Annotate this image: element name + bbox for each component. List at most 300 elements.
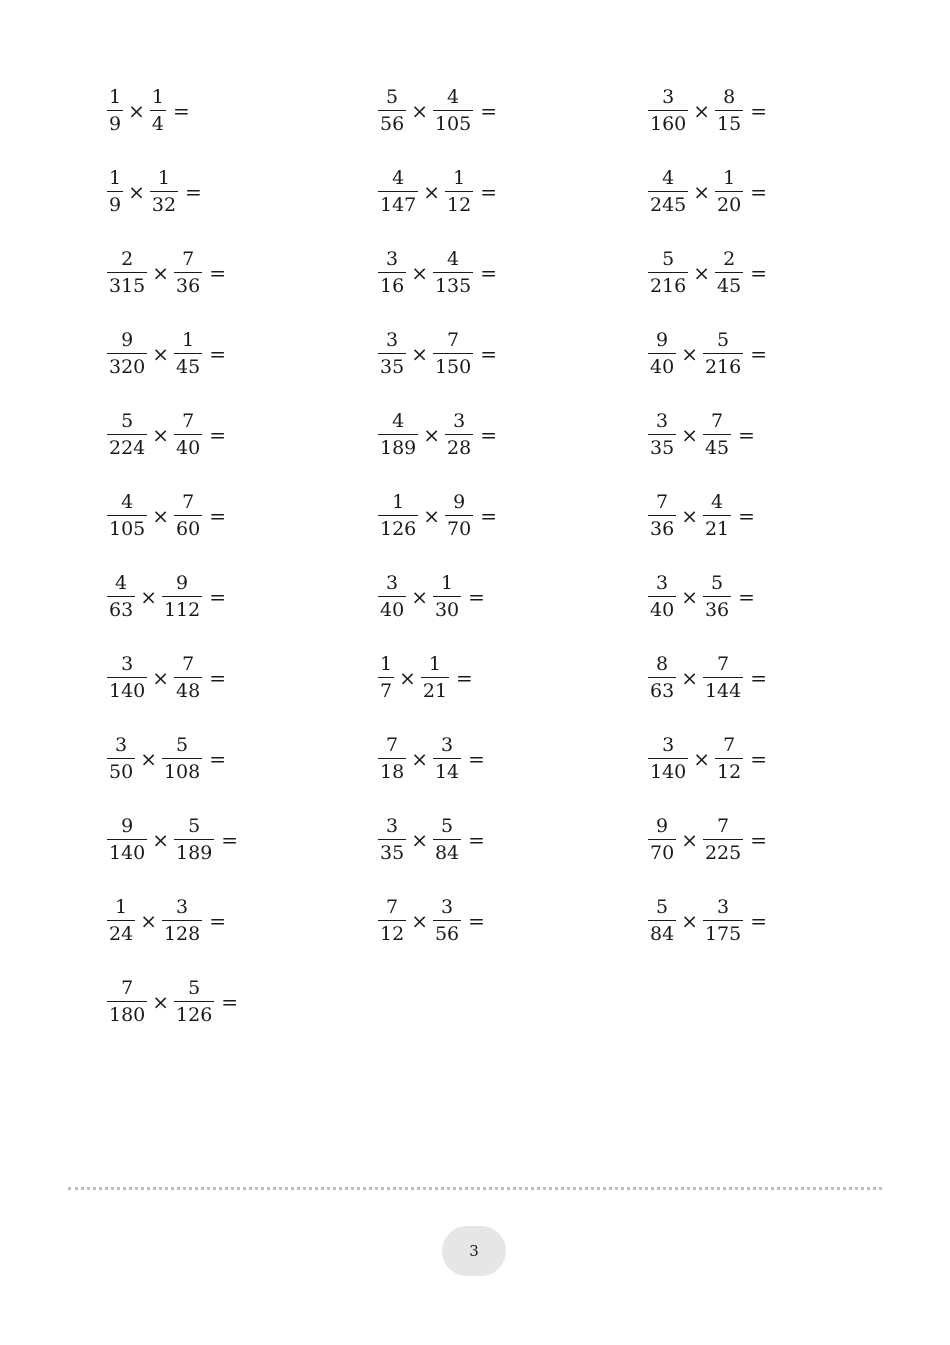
denominator: 63 — [650, 680, 675, 702]
multiplication-problem — [107, 567, 226, 627]
denominator: 84 — [434, 842, 460, 864]
multiplication-problem — [648, 81, 767, 141]
multiply-sign: × — [140, 909, 157, 933]
numerator: 1 — [441, 572, 454, 594]
numerator: 1 — [109, 167, 122, 189]
fraction — [715, 88, 743, 134]
denominator: 24 — [109, 923, 134, 945]
numerator: 3 — [121, 653, 134, 675]
denominator: 225 — [704, 842, 742, 864]
denominator: 30 — [434, 599, 460, 621]
fraction — [378, 88, 406, 134]
fraction — [162, 898, 202, 944]
fraction — [433, 817, 461, 863]
numerator: 1 — [115, 896, 128, 918]
numerator: 1 — [182, 329, 195, 351]
numerator: 7 — [182, 410, 195, 432]
numerator: 5 — [386, 86, 399, 108]
equals-sign: = — [209, 504, 226, 528]
equals-sign: = — [185, 180, 202, 204]
fraction — [107, 574, 135, 620]
denominator: 60 — [176, 518, 201, 540]
denominator: 35 — [380, 842, 405, 864]
denominator: 70 — [447, 518, 472, 540]
denominator: 36 — [704, 599, 730, 621]
denominator: 12 — [380, 923, 405, 945]
fraction — [703, 898, 743, 944]
multiply-sign: × — [411, 909, 428, 933]
fraction — [703, 331, 743, 377]
denominator: 48 — [176, 680, 201, 702]
fraction — [162, 574, 202, 620]
fraction — [107, 88, 123, 134]
equals-sign: = — [480, 180, 497, 204]
numerator: 7 — [386, 734, 399, 756]
numerator: 5 — [711, 572, 724, 594]
multiplication-problem — [648, 729, 767, 789]
numerator: 5 — [441, 815, 454, 837]
denominator: 140 — [109, 842, 146, 864]
numerator: 3 — [717, 896, 730, 918]
multiplication-problem — [107, 162, 202, 222]
multiply-sign: × — [681, 342, 698, 366]
fraction — [107, 655, 147, 701]
multiplication-problem — [107, 324, 226, 384]
numerator: 9 — [656, 329, 669, 351]
multiplication-problem — [378, 243, 497, 303]
page-number: 3 — [469, 1242, 479, 1260]
fraction — [107, 493, 147, 539]
fraction — [648, 88, 688, 134]
denominator: 45 — [717, 275, 742, 297]
denominator: 140 — [109, 680, 146, 702]
fraction — [421, 655, 449, 701]
multiply-sign: × — [423, 423, 441, 447]
multiply-sign: × — [128, 180, 145, 204]
equals-sign: = — [480, 504, 497, 528]
numerator: 7 — [717, 815, 730, 837]
equals-sign: = — [480, 423, 497, 447]
numerator: 5 — [121, 410, 134, 432]
denominator: 128 — [163, 923, 201, 945]
denominator: 18 — [380, 761, 405, 783]
denominator: 126 — [176, 1004, 213, 1026]
equals-sign: = — [209, 585, 226, 609]
equals-sign: = — [209, 909, 226, 933]
fraction — [378, 493, 418, 539]
denominator: 126 — [380, 518, 417, 540]
multiplication-problem — [107, 810, 238, 870]
numerator: 2 — [121, 248, 134, 270]
numerator: 5 — [176, 734, 189, 756]
fraction — [648, 817, 676, 863]
equals-sign: = — [468, 585, 485, 609]
multiplication-problem — [378, 729, 485, 789]
denominator: 12 — [447, 194, 472, 216]
multiplication-problem — [648, 891, 767, 951]
numerator: 5 — [662, 248, 675, 270]
numerator: 4 — [711, 491, 724, 513]
denominator: 315 — [109, 275, 146, 297]
multiply-sign: × — [681, 828, 698, 852]
fraction — [174, 655, 202, 701]
denominator: 147 — [380, 194, 417, 216]
denominator: 224 — [109, 437, 146, 459]
equals-sign: = — [456, 666, 473, 690]
fraction — [107, 169, 123, 215]
denominator: 4 — [151, 113, 164, 135]
multiply-sign: × — [152, 666, 170, 690]
numerator: 7 — [711, 410, 724, 432]
numerator: 9 — [121, 815, 134, 837]
equals-sign: = — [209, 423, 226, 447]
denominator: 15 — [717, 113, 742, 135]
fraction — [648, 412, 676, 458]
denominator: 50 — [109, 761, 134, 783]
denominator: 140 — [650, 761, 687, 783]
multiply-sign: × — [411, 585, 428, 609]
denominator: 36 — [176, 275, 201, 297]
numerator: 1 — [453, 167, 466, 189]
multiplication-problem — [648, 567, 755, 627]
denominator: 216 — [650, 275, 687, 297]
denominator: 320 — [109, 356, 146, 378]
multiply-sign: × — [693, 747, 711, 771]
numerator: 7 — [182, 248, 195, 270]
fraction — [715, 736, 743, 782]
multiplication-problem — [648, 162, 767, 222]
denominator: 20 — [717, 194, 742, 216]
multiply-sign: × — [423, 504, 441, 528]
fraction — [107, 412, 147, 458]
fraction — [174, 250, 202, 296]
numerator: 4 — [662, 167, 675, 189]
numerator: 9 — [453, 491, 466, 513]
equals-sign: = — [480, 99, 497, 123]
fraction — [378, 250, 406, 296]
fraction — [715, 169, 743, 215]
numerator: 9 — [176, 572, 189, 594]
multiplication-problem — [107, 486, 226, 546]
dotted-divider — [68, 1187, 882, 1190]
fraction — [648, 898, 676, 944]
fraction — [648, 331, 676, 377]
fraction — [174, 331, 202, 377]
multiply-sign: × — [140, 585, 157, 609]
numerator: 3 — [441, 734, 454, 756]
fraction — [715, 250, 743, 296]
multiplication-problem — [107, 891, 226, 951]
numerator: 3 — [656, 410, 669, 432]
equals-sign: = — [209, 261, 226, 285]
denominator: 63 — [109, 599, 134, 621]
multiplication-problem — [648, 810, 767, 870]
equals-sign: = — [468, 828, 485, 852]
denominator: 9 — [109, 194, 122, 216]
numerator: 3 — [176, 896, 189, 918]
equals-sign: = — [209, 342, 226, 366]
denominator: 105 — [434, 113, 472, 135]
fraction — [378, 655, 394, 701]
fraction — [445, 169, 473, 215]
equals-sign: = — [209, 666, 226, 690]
multiply-sign: × — [693, 180, 711, 204]
fraction — [174, 979, 214, 1025]
multiply-sign: × — [681, 909, 698, 933]
numerator: 3 — [386, 248, 399, 270]
denominator: 175 — [704, 923, 742, 945]
denominator: 105 — [109, 518, 146, 540]
multiply-sign: × — [411, 261, 428, 285]
fraction — [433, 574, 461, 620]
fraction — [648, 250, 688, 296]
numerator: 8 — [656, 653, 669, 675]
fraction — [162, 736, 202, 782]
fraction — [703, 412, 731, 458]
numerator: 3 — [656, 572, 669, 594]
denominator: 108 — [163, 761, 201, 783]
multiplication-problem — [378, 81, 497, 141]
fraction — [150, 169, 178, 215]
multiply-sign: × — [411, 747, 428, 771]
denominator: 16 — [380, 275, 405, 297]
fraction — [174, 493, 202, 539]
multiply-sign: × — [140, 747, 157, 771]
numerator: 7 — [656, 491, 669, 513]
equals-sign: = — [221, 990, 239, 1014]
numerator: 7 — [447, 329, 460, 351]
denominator: 21 — [422, 680, 448, 702]
multiplication-problem — [378, 486, 497, 546]
denominator: 245 — [650, 194, 687, 216]
equals-sign: = — [750, 666, 767, 690]
numerator: 4 — [447, 248, 460, 270]
multiply-sign: × — [423, 180, 441, 204]
numerator: 3 — [662, 734, 675, 756]
denominator: 40 — [380, 599, 405, 621]
equals-sign: = — [480, 342, 497, 366]
multiplication-problem — [378, 162, 497, 222]
denominator: 70 — [650, 842, 675, 864]
denominator: 36 — [650, 518, 675, 540]
multiply-sign: × — [128, 99, 145, 123]
multiplication-problem — [378, 405, 497, 465]
multiply-sign: × — [681, 504, 698, 528]
multiplication-problem — [648, 243, 767, 303]
numerator: 3 — [386, 572, 399, 594]
multiply-sign: × — [399, 666, 416, 690]
equals-sign: = — [209, 747, 226, 771]
equals-sign: = — [480, 261, 497, 285]
numerator: 7 — [121, 977, 134, 999]
fraction — [378, 817, 406, 863]
numerator: 4 — [447, 86, 460, 108]
equals-sign: = — [738, 585, 755, 609]
denominator: 45 — [176, 356, 201, 378]
numerator: 3 — [386, 329, 399, 351]
numerator: 4 — [392, 167, 405, 189]
numerator: 3 — [453, 410, 466, 432]
multiply-sign: × — [411, 99, 428, 123]
denominator: 189 — [176, 842, 213, 864]
fraction — [378, 169, 418, 215]
multiplication-problem — [648, 486, 755, 546]
multiply-sign: × — [152, 504, 170, 528]
denominator: 35 — [380, 356, 405, 378]
numerator: 4 — [392, 410, 405, 432]
numerator: 7 — [717, 653, 730, 675]
numerator: 5 — [656, 896, 669, 918]
fraction — [107, 817, 147, 863]
equals-sign: = — [750, 747, 767, 771]
denominator: 40 — [650, 599, 675, 621]
numerator: 3 — [386, 815, 399, 837]
fraction — [648, 493, 676, 539]
fraction — [107, 898, 135, 944]
fraction — [445, 412, 473, 458]
equals-sign: = — [750, 828, 767, 852]
numerator: 1 — [723, 167, 736, 189]
multiply-sign: × — [152, 990, 170, 1014]
equals-sign: = — [221, 828, 239, 852]
denominator: 56 — [380, 113, 405, 135]
numerator: 1 — [380, 653, 393, 675]
multiply-sign: × — [693, 261, 711, 285]
fraction — [433, 736, 461, 782]
equals-sign: = — [738, 504, 755, 528]
numerator: 3 — [441, 896, 454, 918]
multiply-sign: × — [152, 261, 170, 285]
fraction — [648, 736, 688, 782]
numerator: 1 — [157, 167, 170, 189]
fraction — [174, 412, 202, 458]
multiply-sign: × — [152, 828, 170, 852]
denominator: 21 — [704, 518, 730, 540]
multiplication-problem — [648, 324, 767, 384]
multiplication-problem — [107, 648, 226, 708]
fraction — [648, 574, 676, 620]
denominator: 180 — [109, 1004, 146, 1026]
multiply-sign: × — [152, 342, 170, 366]
multiplication-problem — [107, 243, 226, 303]
multiplication-problem — [378, 324, 497, 384]
numerator: 5 — [717, 329, 730, 351]
fraction — [703, 493, 731, 539]
multiply-sign: × — [411, 342, 428, 366]
fraction — [378, 412, 418, 458]
denominator: 112 — [163, 599, 201, 621]
denominator: 12 — [717, 761, 742, 783]
equals-sign: = — [750, 342, 767, 366]
fraction — [378, 736, 406, 782]
denominator: 32 — [151, 194, 177, 216]
multiply-sign: × — [152, 423, 170, 447]
denominator: 9 — [109, 113, 122, 135]
numerator: 3 — [662, 86, 675, 108]
numerator: 4 — [121, 491, 134, 513]
denominator: 84 — [650, 923, 675, 945]
numerator: 5 — [188, 815, 201, 837]
numerator: 7 — [723, 734, 736, 756]
numerator: 7 — [182, 491, 195, 513]
numerator: 4 — [115, 572, 128, 594]
denominator: 45 — [704, 437, 730, 459]
numerator: 7 — [386, 896, 399, 918]
equals-sign: = — [750, 99, 767, 123]
fraction — [107, 979, 147, 1025]
denominator: 150 — [434, 356, 472, 378]
denominator: 14 — [434, 761, 460, 783]
numerator: 2 — [723, 248, 736, 270]
denominator: 28 — [447, 437, 472, 459]
fraction — [703, 655, 743, 701]
fraction — [378, 331, 406, 377]
numerator: 1 — [109, 86, 122, 108]
denominator: 144 — [704, 680, 742, 702]
equals-sign: = — [750, 909, 767, 933]
multiply-sign: × — [681, 423, 698, 447]
equals-sign: = — [172, 99, 190, 123]
fraction — [703, 574, 731, 620]
fraction — [703, 817, 743, 863]
denominator: 7 — [380, 680, 393, 702]
fraction — [378, 898, 406, 944]
equals-sign: = — [750, 180, 767, 204]
multiplication-problem — [648, 648, 767, 708]
numerator: 1 — [428, 653, 441, 675]
equals-sign: = — [468, 909, 485, 933]
multiply-sign: × — [411, 828, 428, 852]
fraction — [433, 898, 461, 944]
fraction — [107, 250, 147, 296]
equals-sign: = — [468, 747, 485, 771]
equals-sign: = — [750, 261, 767, 285]
fraction — [648, 169, 688, 215]
denominator: 160 — [650, 113, 687, 135]
fraction — [174, 817, 214, 863]
numerator: 1 — [392, 491, 405, 513]
multiplication-problem — [378, 567, 485, 627]
multiplication-problem — [378, 648, 473, 708]
fraction — [445, 493, 473, 539]
multiplication-problem — [107, 81, 190, 141]
fraction — [150, 88, 166, 134]
numerator: 7 — [182, 653, 195, 675]
denominator: 189 — [380, 437, 417, 459]
denominator: 40 — [650, 356, 675, 378]
page-number-badge — [442, 1226, 506, 1276]
denominator: 135 — [434, 275, 472, 297]
numerator: 1 — [151, 86, 164, 108]
fraction — [107, 331, 147, 377]
numerator: 9 — [656, 815, 669, 837]
multiplication-problem — [107, 729, 226, 789]
fraction — [107, 736, 135, 782]
fraction — [433, 250, 473, 296]
multiply-sign: × — [681, 585, 698, 609]
numerator: 9 — [121, 329, 134, 351]
fraction — [433, 331, 473, 377]
numerator: 3 — [115, 734, 128, 756]
multiplication-problem — [378, 891, 485, 951]
multiplication-problem — [648, 405, 755, 465]
multiply-sign: × — [693, 99, 711, 123]
fraction — [433, 88, 473, 134]
multiplication-problem — [107, 405, 226, 465]
multiply-sign: × — [681, 666, 698, 690]
denominator: 40 — [176, 437, 201, 459]
denominator: 216 — [704, 356, 742, 378]
